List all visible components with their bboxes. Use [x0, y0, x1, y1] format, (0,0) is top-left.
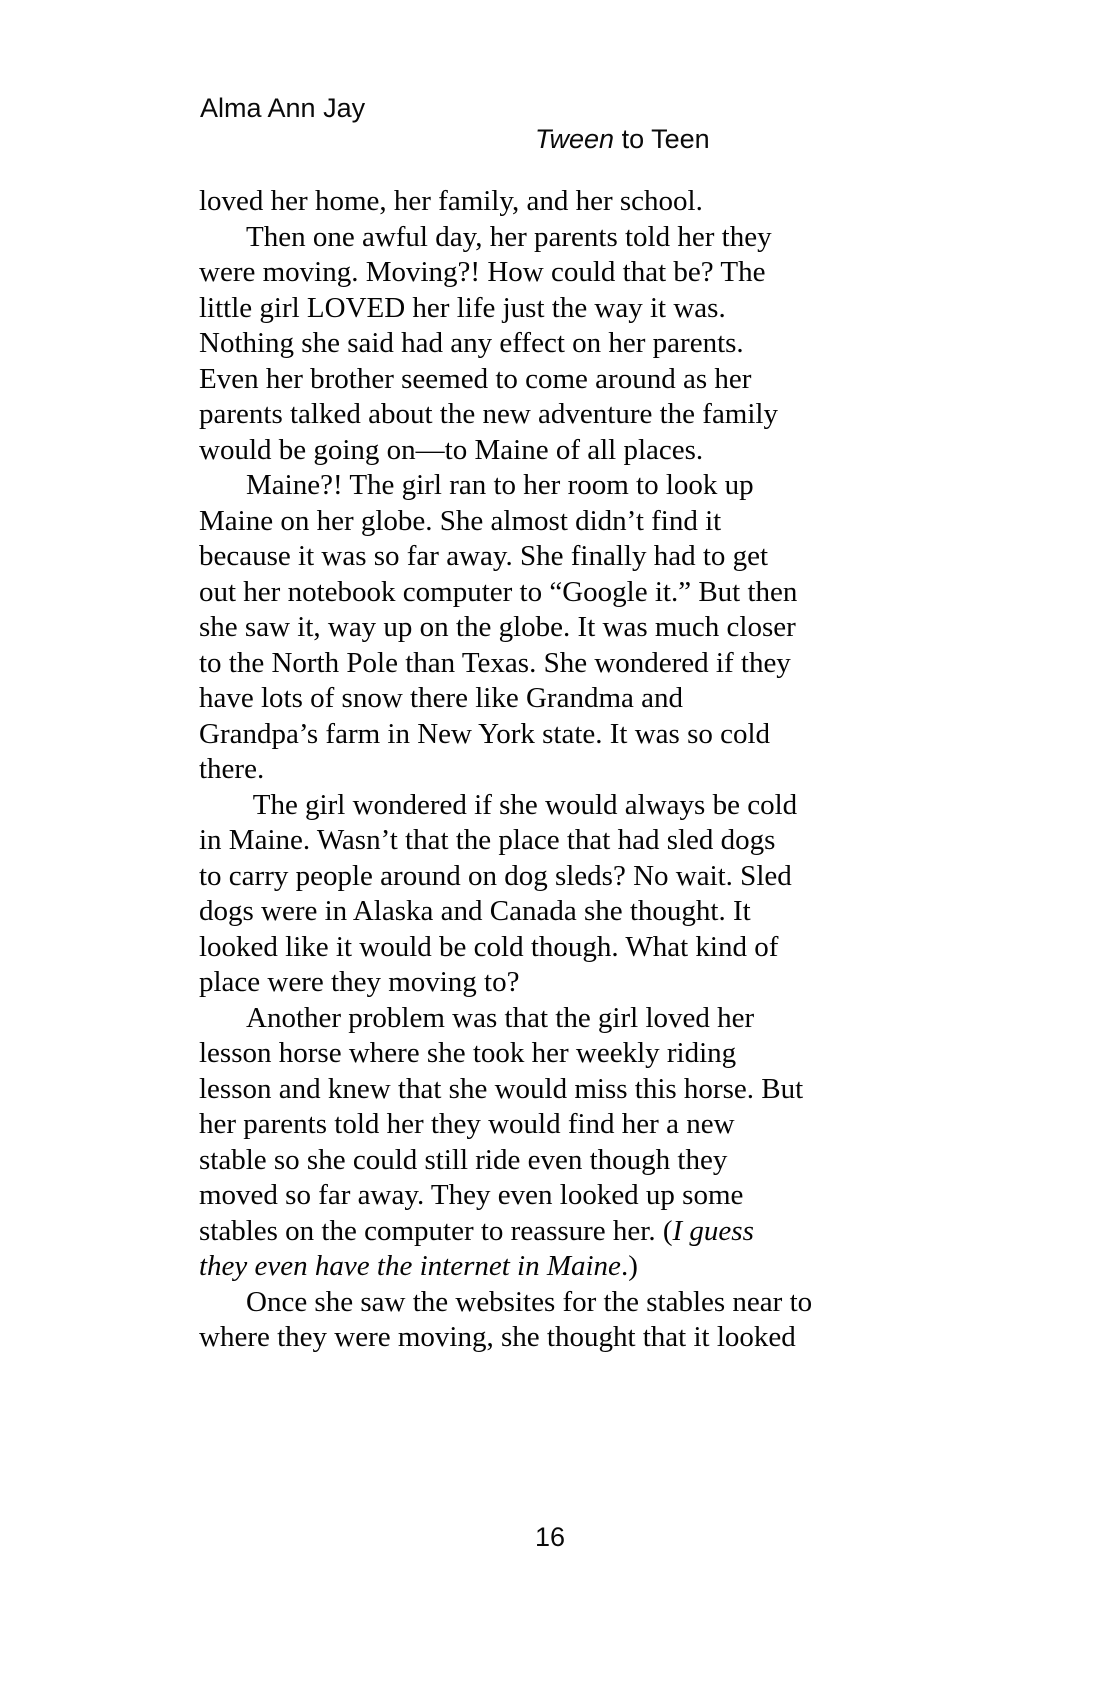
- text-line: place were they moving to?: [199, 966, 520, 998]
- text-line: were moving. Moving?! How could that be? The: [199, 256, 766, 288]
- text-segment: stables on the computer to reassure her. (: [199, 1214, 673, 1247]
- italic-text-segment: they even have the internet in Maine: [199, 1250, 621, 1282]
- text-line: lesson and knew that she would miss this horse. But: [199, 1072, 804, 1105]
- text-line: have lots of snow there like Grandma and: [199, 682, 683, 714]
- text-line: Maine on her globe. She almost didn’t find it: [199, 504, 722, 537]
- text-line: little girl LOVED her life just the way it was.: [199, 291, 726, 324]
- text-line: Another problem was that the girl loved her: [246, 1001, 755, 1034]
- text-line: loved her home, her family, and her school.: [199, 185, 703, 217]
- text-line: The girl wondered if she would always be cold: [246, 788, 798, 821]
- text-line: she saw it, way up on the globe. It was much closer: [199, 611, 796, 643]
- running-header: [200, 93, 960, 154]
- text-line: parents talked about the new adventure the family: [199, 398, 778, 430]
- text-line: Once she saw the websites for the stables near to: [246, 1285, 813, 1318]
- text-line: Maine?! The girl ran to her room to look up: [246, 469, 754, 501]
- text-line: there.: [199, 753, 265, 785]
- text-line: [199, 1214, 959, 1250]
- text-segment: .): [620, 1250, 638, 1282]
- text-line: to carry people around on dog sleds? No wait. Sled: [199, 859, 792, 892]
- paragraph: [199, 788, 959, 1001]
- text-line: would be going on—to Maine of all places.: [199, 433, 704, 466]
- text-line: Then one awful day, her parents told her they: [246, 220, 772, 253]
- header-title-italic: Tween: [535, 124, 615, 154]
- text-line: Nothing she said had any effect on her parents.: [199, 327, 744, 359]
- text-line: looked like it would be cold though. What kind of: [199, 930, 779, 963]
- text-line: Grandpa’s farm in New York state. It was so cold: [199, 717, 771, 750]
- italic-text-segment: I guess: [672, 1214, 754, 1247]
- text-line: where they were moving, she thought that it looked: [199, 1321, 796, 1353]
- paragraph: [199, 220, 959, 469]
- text-line: stable so she could still ride even though they: [199, 1143, 728, 1176]
- paragraph: [199, 1285, 959, 1356]
- text-line: because it was so far away. She finally had to get: [199, 540, 769, 572]
- text-line: in Maine. Wasn’t that the place that had sled dogs: [199, 824, 776, 856]
- header-title-rest: to Teen: [614, 124, 710, 154]
- paragraph: [199, 468, 959, 788]
- body-text: [199, 184, 959, 1356]
- text-line: her parents told her they would find her a new: [199, 1108, 735, 1140]
- header-book-title: [490, 93, 710, 186]
- text-line: Even her brother seemed to come around as her: [199, 362, 752, 395]
- header-author: Alma Ann Jay: [200, 93, 366, 123]
- page-number: 16: [534, 1522, 566, 1552]
- text-line: out her notebook computer to “Google it.” But then: [199, 575, 798, 608]
- text-line: moved so far away. They even looked up some: [199, 1179, 744, 1211]
- paragraph: [199, 1001, 959, 1285]
- text-line: [199, 1249, 959, 1285]
- paragraph: [199, 184, 959, 220]
- text-line: to the North Pole than Texas. She wondered if they: [199, 646, 791, 679]
- text-line: lesson horse where she took her weekly riding: [199, 1037, 737, 1069]
- text-line: dogs were in Alaska and Canada she thought. It: [199, 895, 751, 927]
